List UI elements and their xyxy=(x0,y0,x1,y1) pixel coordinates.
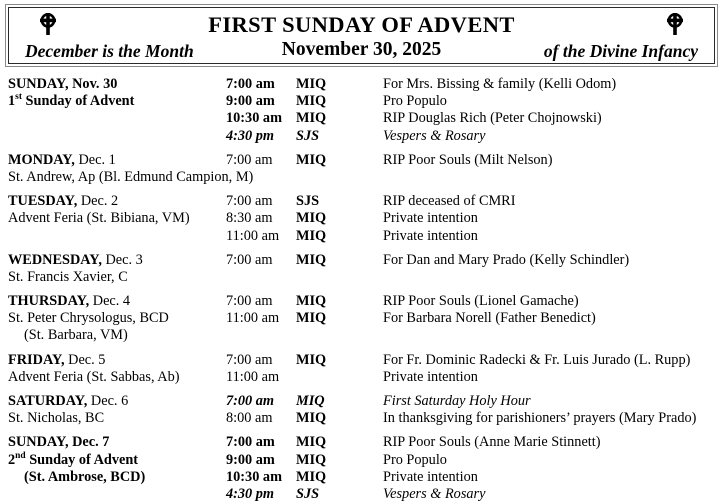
schedule-row xyxy=(8,434,720,451)
header-banner-content xyxy=(9,8,714,63)
day-group xyxy=(8,193,720,245)
day-date: Dec. 2 xyxy=(77,193,119,210)
schedule-row xyxy=(8,110,720,127)
mass-location: MIQ xyxy=(296,410,327,427)
feast-name: (St. Ambrose, BCD) xyxy=(24,468,146,485)
schedule-row xyxy=(8,228,720,245)
mass-intention: RIP deceased of CMRI xyxy=(383,193,516,210)
day-group xyxy=(8,76,720,145)
mass-location: MIQ xyxy=(296,76,327,92)
feast-name xyxy=(8,452,223,469)
day-date: Dec. 1 xyxy=(74,151,116,168)
day-group xyxy=(8,393,720,427)
schedule-row xyxy=(8,269,720,286)
day-heading: SUNDAY, Dec. 7 xyxy=(8,434,110,451)
mass-location: SJS xyxy=(296,127,320,144)
mass-time: 11:00 am xyxy=(226,310,280,327)
mass-location: MIQ xyxy=(296,468,327,485)
mass-time: 10:30 am xyxy=(226,110,282,127)
feast-name: St. Peter Chrysologus, BCD xyxy=(8,310,169,327)
mass-time: 9:00 am xyxy=(226,93,275,110)
mass-location: MIQ xyxy=(296,451,327,468)
day-date: Dec. 3 xyxy=(101,251,143,268)
mass-intention: For Barbara Norell (Father Benedict) xyxy=(383,310,596,327)
mass-time: 4:30 pm xyxy=(226,485,275,502)
mass-schedule-table xyxy=(8,76,720,503)
mass-location: MIQ xyxy=(296,151,327,168)
day-name: WEDNESDAY, xyxy=(8,251,102,268)
feast-name: St. Francis Xavier, C xyxy=(8,268,128,285)
day-group xyxy=(8,352,720,386)
mass-location: MIQ xyxy=(296,434,327,451)
mass-time: 7:00 am xyxy=(226,434,275,451)
day-name: SATURDAY, xyxy=(8,393,88,409)
mass-location: SJS xyxy=(296,485,320,502)
mass-intention: For Mrs. Bissing & family (Kelli Odom) xyxy=(383,76,617,92)
header-banner-inner-frame xyxy=(8,7,715,64)
feast-name: Advent Feria (St. Sabbas, Ab) xyxy=(8,368,180,385)
mass-location: MIQ xyxy=(296,227,327,244)
mass-time: 7:00 am xyxy=(226,293,273,310)
mass-time: 11:00 am xyxy=(226,227,280,244)
mass-location: MIQ xyxy=(296,93,327,110)
day-name: MONDAY, xyxy=(8,151,75,168)
mass-location: MIQ xyxy=(296,293,327,310)
ordinal-suffix: nd xyxy=(15,450,26,461)
mass-intention: RIP Douglas Rich (Peter Chojnowski) xyxy=(383,110,602,127)
mass-intention: Pro Populo xyxy=(383,93,447,110)
mass-intention: RIP Poor Souls (Anne Marie Stinnett) xyxy=(383,434,601,451)
schedule-row xyxy=(8,327,720,344)
mass-location: MIQ xyxy=(296,210,327,227)
day-group xyxy=(8,252,720,286)
schedule-row xyxy=(8,393,720,410)
mass-intention: First Saturday Holy Hour xyxy=(383,393,531,409)
mass-intention: For Dan and Mary Prado (Kelly Schindler) xyxy=(383,251,630,268)
mass-location: MIQ xyxy=(296,393,325,409)
mass-time: 7:00 am xyxy=(226,76,275,92)
day-date: Dec. 4 xyxy=(89,293,131,310)
mass-location: MIQ xyxy=(296,351,327,368)
mass-intention: In thanksgiving for parishioners’ prayers (Mary Prado) xyxy=(383,410,697,427)
feast-name xyxy=(8,93,223,110)
schedule-row xyxy=(8,410,720,427)
mass-location: MIQ xyxy=(296,310,327,327)
schedule-row xyxy=(8,152,720,169)
mass-intention: For Fr. Dominic Radecki & Fr. Luis Jurado (L. Rupp) xyxy=(383,351,691,368)
mass-location: MIQ xyxy=(296,251,327,268)
feast-name: St. Nicholas, BC xyxy=(8,410,105,427)
schedule-row xyxy=(8,169,720,186)
mass-intention: RIP Poor Souls (Milt Nelson) xyxy=(383,151,553,168)
mass-time: 10:30 am xyxy=(226,468,282,485)
mass-intention: Vespers & Rosary xyxy=(383,485,486,502)
mass-time: 7:00 am xyxy=(226,251,273,268)
schedule-row xyxy=(8,193,720,210)
schedule-row xyxy=(8,369,720,386)
mass-time: 11:00 am xyxy=(226,368,280,385)
day-group xyxy=(8,293,720,345)
mass-time: 4:30 pm xyxy=(226,127,275,144)
schedule-row xyxy=(8,452,720,469)
schedule-row xyxy=(8,486,720,503)
mass-time: 8:00 am xyxy=(226,410,273,427)
feast-name: St. Andrew, Ap (Bl. Edmund Campion, M) xyxy=(8,168,254,185)
day-name: THURSDAY, xyxy=(8,293,90,310)
day-name: FRIDAY, xyxy=(8,351,65,368)
ordinal-suffix: st xyxy=(15,92,22,103)
day-date: Dec. 5 xyxy=(64,351,106,368)
mass-time: 9:00 am xyxy=(226,451,275,468)
day-date: Dec. 6 xyxy=(87,393,129,409)
mass-intention: Pro Populo xyxy=(383,451,447,468)
schedule-row xyxy=(8,469,720,486)
schedule-row xyxy=(8,310,720,327)
banner-subtitle-row xyxy=(19,39,704,65)
mass-time: 8:30 am xyxy=(226,210,273,227)
mass-intention: Private intention xyxy=(383,227,478,244)
schedule-row xyxy=(8,252,720,269)
mass-location: MIQ xyxy=(296,110,327,127)
day-heading: SUNDAY, Nov. 30 xyxy=(8,76,118,92)
mass-location: SJS xyxy=(296,193,320,210)
schedule-row xyxy=(8,93,720,110)
sunday-label: Sunday of Advent xyxy=(21,93,135,110)
mass-intention: Private intention xyxy=(383,368,478,385)
ordinal-number: 1 xyxy=(8,93,16,110)
sunday-label: Sunday of Advent xyxy=(25,451,139,468)
schedule-row xyxy=(8,128,720,145)
banner-month-phrase-left: December is the Month xyxy=(25,41,194,61)
mass-intention: Vespers & Rosary xyxy=(383,127,486,144)
day-group xyxy=(8,434,720,503)
mass-intention: Private intention xyxy=(383,210,478,227)
feast-name: Advent Feria (St. Bibiana, VM) xyxy=(8,210,190,227)
day-heading xyxy=(8,352,223,369)
header-banner xyxy=(5,4,718,67)
banner-month-phrase-right: of the Divine Infancy xyxy=(543,41,698,61)
day-heading xyxy=(8,293,223,310)
day-name: TUESDAY, xyxy=(8,193,78,210)
day-heading xyxy=(8,393,223,410)
mass-time: 7:00 am xyxy=(226,393,275,409)
celtic-cross-icon-right xyxy=(664,11,686,37)
mass-time: 7:00 am xyxy=(226,351,273,368)
mass-intention: Private intention xyxy=(383,468,478,485)
mass-intention: RIP Poor Souls (Lionel Gamache) xyxy=(383,293,579,310)
day-heading xyxy=(8,152,223,169)
day-heading xyxy=(8,193,223,210)
ordinal-number: 2 xyxy=(8,451,16,468)
schedule-row xyxy=(8,210,720,227)
day-heading xyxy=(8,252,223,269)
schedule-row xyxy=(8,293,720,310)
schedule-row xyxy=(8,352,720,369)
day-group xyxy=(8,152,720,186)
mass-time: 7:00 am xyxy=(226,151,273,168)
banner-title: FIRST SUNDAY OF ADVENT xyxy=(208,12,515,37)
schedule-row xyxy=(8,76,720,93)
banner-date: November 30, 2025 xyxy=(281,39,442,60)
feast-name: (St. Barbara, VM) xyxy=(24,327,128,344)
mass-time: 7:00 am xyxy=(226,193,273,210)
